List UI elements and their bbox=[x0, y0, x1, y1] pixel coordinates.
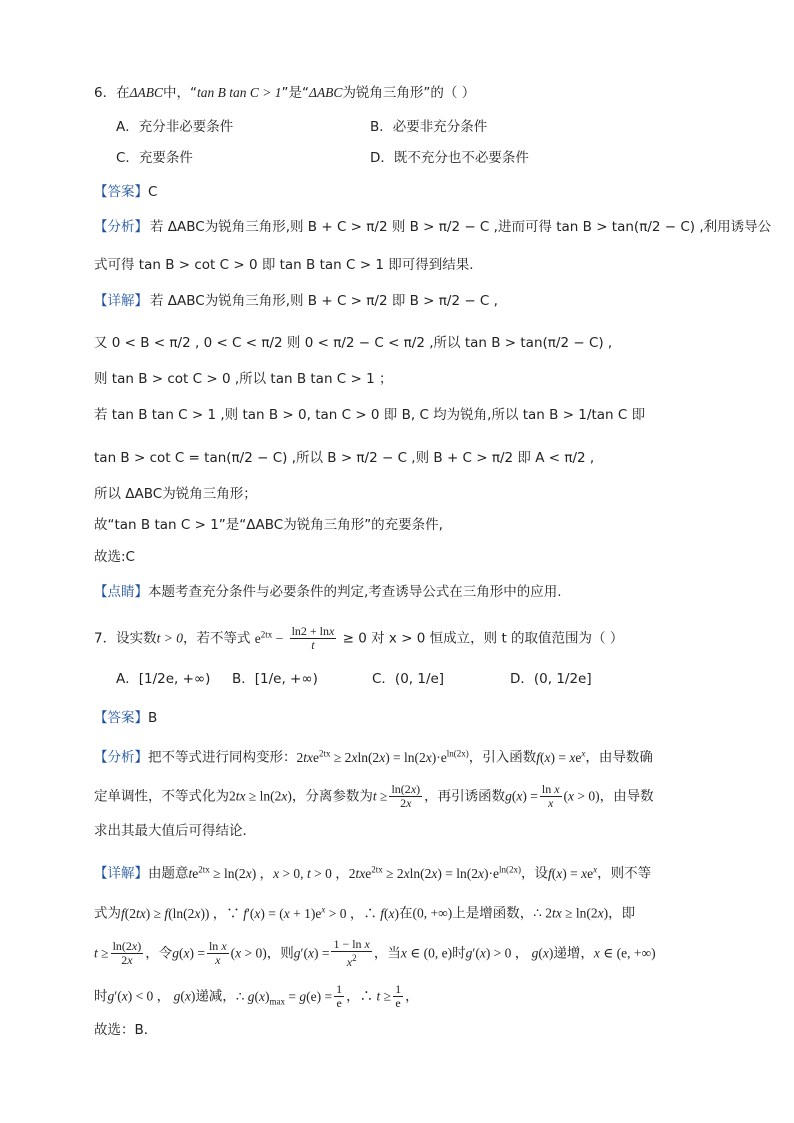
q7-option-c: C．(0, 1/e] bbox=[372, 671, 445, 687]
q7-stem-fraction: $\frac{\ln 2 + \ln x}{t}$ bbox=[291, 624, 335, 652]
q6-option-c: C．充要条件 bbox=[116, 150, 193, 166]
q6-option-d: D．既不充分也不必要条件 bbox=[370, 150, 529, 166]
q6-detail-line-6: 所以 ΔABC为锐角三角形； bbox=[94, 486, 257, 502]
q6-analysis-text-1: 若 ΔABC为锐角三角形,则 B + C > π/2 则 B > π/2 − C ,进而可得 tan B > tan(π/2 − C) ,利用诱导公 bbox=[150, 219, 772, 235]
q6-detail-line-8: 故选:C bbox=[94, 549, 135, 565]
q7-detail-line-1: 【详解】由题意$te^{2tx} \ge \ln(2x)$ ，x > 0, t > 0 ，$2txe^{2tx} \ge 2xln(2x) = \ln(2x)\cdot e^{ln(2x)}$，设$f(x) = xe^x$，则不等 bbox=[94, 864, 652, 882]
q7-detail-line-5: 故选：B． bbox=[94, 1022, 158, 1038]
q6-detail-line-7: 故“tan B tan C > 1”是“ΔABC为锐角三角形”的充要条件, bbox=[94, 517, 443, 533]
q6-detail-line-1: 若 ΔABC为锐角三角形,则 B + C > π/2 即 B > π/2 − C , bbox=[150, 293, 498, 309]
q7-answer: 【答案】B bbox=[94, 710, 158, 726]
q7-option-d: D．(0, 1/2e] bbox=[510, 671, 592, 687]
q6-detail-line-5: tan B > cot C = tan(π/2 − C) ,所以 B > π/2 − C ,则 B + C > π/2 即 A < π/2 , bbox=[94, 450, 595, 466]
q7-stem: 7．设实数t > 0，若不等式 $e^{2tx}$ − $\frac{\ln 2 + \ln x}{t}$ ≥ 0 对 x > 0 恒成立，则 t 的取值范围为（ ） bbox=[94, 624, 624, 652]
q6-comment: 【点睛】本题考查充分条件与必要条件的判定,考查诱导公式在三角形中的应用. bbox=[94, 584, 562, 600]
q6-detail-line-2: 又 0 < B < π/2 , 0 < C < π/2 则 0 < π/2 − C < π/2 ,所以 tan B > tan(π/2 − C) , bbox=[94, 335, 613, 351]
q6-detail-tag: 【详解】 bbox=[94, 293, 148, 309]
q7-detail-line-4: 时g′(x) < 0 ， g(x)递减，∴ $g(x)_{max} = g(e)$ = $\frac{1}{e}$ ，∴ t ≥ $\frac{1}{e}$ ， bbox=[94, 982, 419, 1010]
q6-option-b: B．必要非充分条件 bbox=[370, 119, 488, 135]
q7-option-b: B．[1/e, +∞) bbox=[232, 671, 318, 687]
q7-analysis-line-1: 【分析】把不等式进行同构变形：$2txe^{2tx} \ge 2xln(2x) = \ln(2x)\cdot e^{ln(2x)}$，引入函数$f(x) = xe^x$，由导数确 bbox=[94, 748, 653, 766]
q7-analysis-line-2: 定单调性，不等式化为2tx ≥ ln(2x)，分离参数为t ≥ $\frac{\ln(2x)}{2x}$ ，再引诱函数g(x) = $\frac{\text{ln x}}{x}$ (x > 0)，由导数 bbox=[94, 782, 654, 810]
q7-analysis-line-3: 求出其最大值后可得结论． bbox=[94, 823, 256, 839]
q6-detail-line-3: 则 tan B > cot C > 0 ,所以 tan B tan C > 1 ； bbox=[94, 371, 393, 387]
q6-option-a: A．充分非必要条件 bbox=[116, 119, 234, 135]
q7-detail-line-3: t ≥ $\frac{\ln(2x)}{2x}$ ，令g(x) = $\frac{\text{ln x}}{x}$ (x > 0)，则g′(x) = $\frac{\text{1 − ln x}}{x^2}$ ，当x ∈ (0, e)时g′(x) > 0 ， g(x)递增，x ∈ (e, +∞) bbox=[94, 937, 656, 969]
q6-stem: 6．在ΔABC中，“tan B tan C > 1”是“ΔABC为锐角三角形”的（ ） bbox=[94, 85, 476, 101]
q6-analysis-text-2: 式可得 tan B > cot C > 0 即 tan B tan C > 1 即可得到结果. bbox=[94, 257, 474, 273]
q6-analysis-line-1: 【分析】 bbox=[94, 219, 148, 235]
q7-detail-line-2: 式为f(2tx) ≥ f(ln(2x)) ，∵ $f'(x) = (x + 1)e^x > 0$ ，∴ f(x)在(0, +∞)上是增函数，∴ 2tx ≥ ln(2x)，即 bbox=[94, 904, 636, 922]
answer-tag: 【答案】 bbox=[94, 184, 148, 200]
q6-detail-line-4: 若 tan B tan C > 1 ,则 tan B > 0, tan C > 0 即 B, C 均为锐角,所以 tan B > 1/tan C 即 bbox=[94, 407, 646, 423]
q7-option-a: A．[1/2e, +∞) bbox=[116, 671, 211, 687]
q6-answer: 【答案】C bbox=[94, 184, 158, 200]
